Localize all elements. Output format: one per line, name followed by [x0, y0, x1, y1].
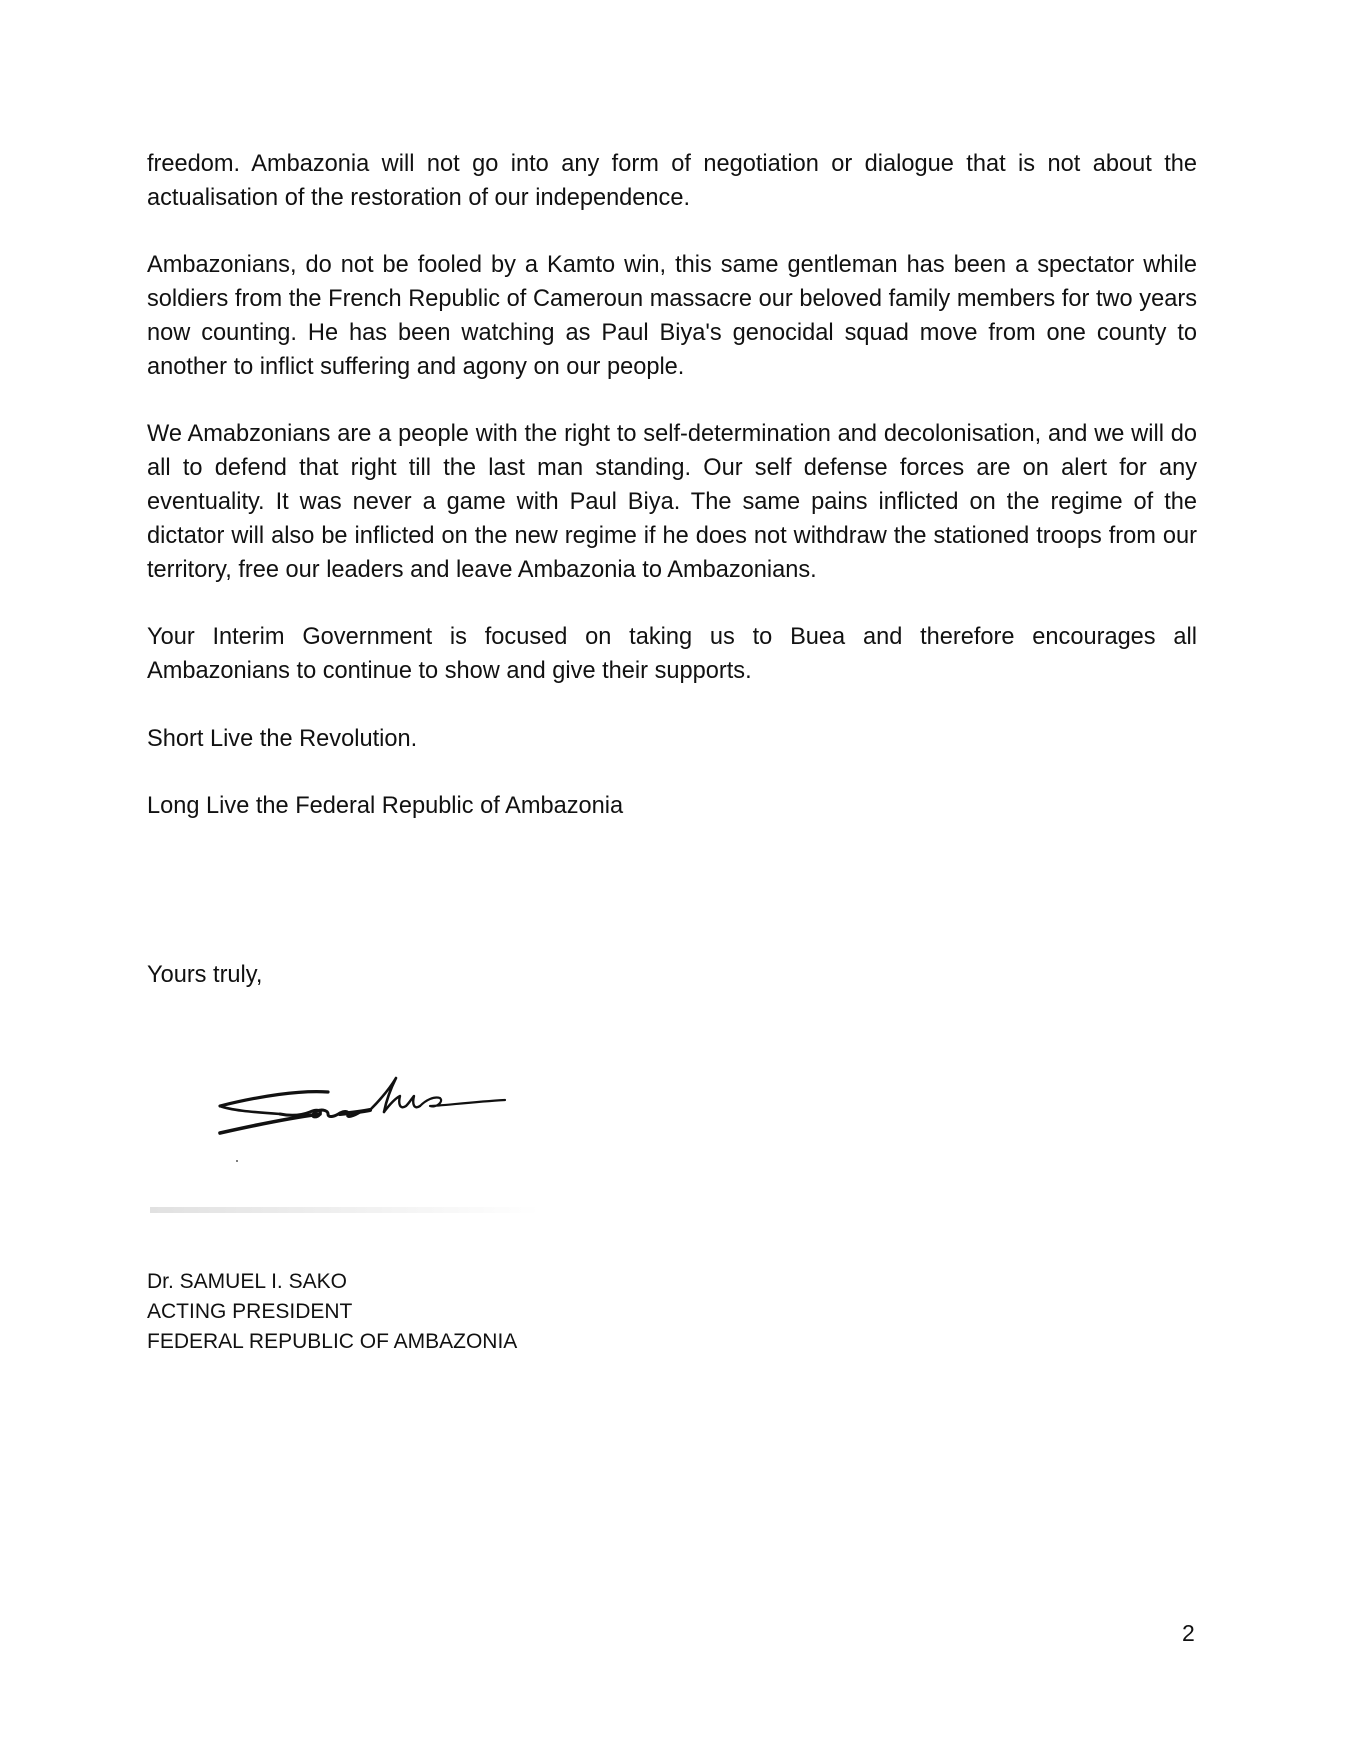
signature-image	[150, 1000, 540, 1215]
closing-salutation: Yours truly,	[147, 962, 263, 988]
slogan-long-live: Long Live the Federal Republic of Ambazonia	[147, 793, 624, 820]
signatory-title: ACTING PRESIDENT	[147, 1300, 353, 1323]
letter-body	[147, 148, 1197, 858]
paragraph-self-determination: We Amabzonians are a people with the right to self-determination and decolonisation, and we will do all to defend that right till the last man standing. Our self defense forces are on alert for any eventuality. It was never a game with Paul Biya. The same pains inflicted on the regime of the dictator will also be inflicted on the new regime if he does not withdraw the stationed troops from our territory, free our leaders and leave Ambazonia to Ambazonians.	[147, 421, 1197, 583]
paragraph-freedom: freedom. Ambazonia will not go into any form of negotiation or dialogue that is not about the actualisation of the restoration of our independence.	[147, 151, 1197, 211]
signoff-block	[147, 1267, 517, 1357]
signatory-name: Dr. SAMUEL I. SAKO	[147, 1270, 347, 1293]
paragraph-kamto: Ambazonians, do not be fooled by a Kamto win, this same gentleman has been a spectator while soldiers from the French Republic of Cameroun massacre our beloved family members for two years now counting. He has been watching as Paul Biya's genocidal squad move from one county to another to inflict suffering and agony on our people.	[147, 252, 1197, 380]
signatory-organization: FEDERAL REPUBLIC OF AMBAZONIA	[147, 1330, 518, 1353]
page-number: 2	[1182, 1620, 1195, 1646]
slogan-short-live: Short Live the Revolution.	[147, 725, 418, 752]
signature-scan-edge	[150, 1207, 540, 1213]
paragraph-interim-government: Your Interim Government is focused on taking us to Buea and therefore encourages all Ambazonians to continue to show and give their supports.	[147, 624, 1197, 684]
signature-icon	[150, 1000, 540, 1215]
